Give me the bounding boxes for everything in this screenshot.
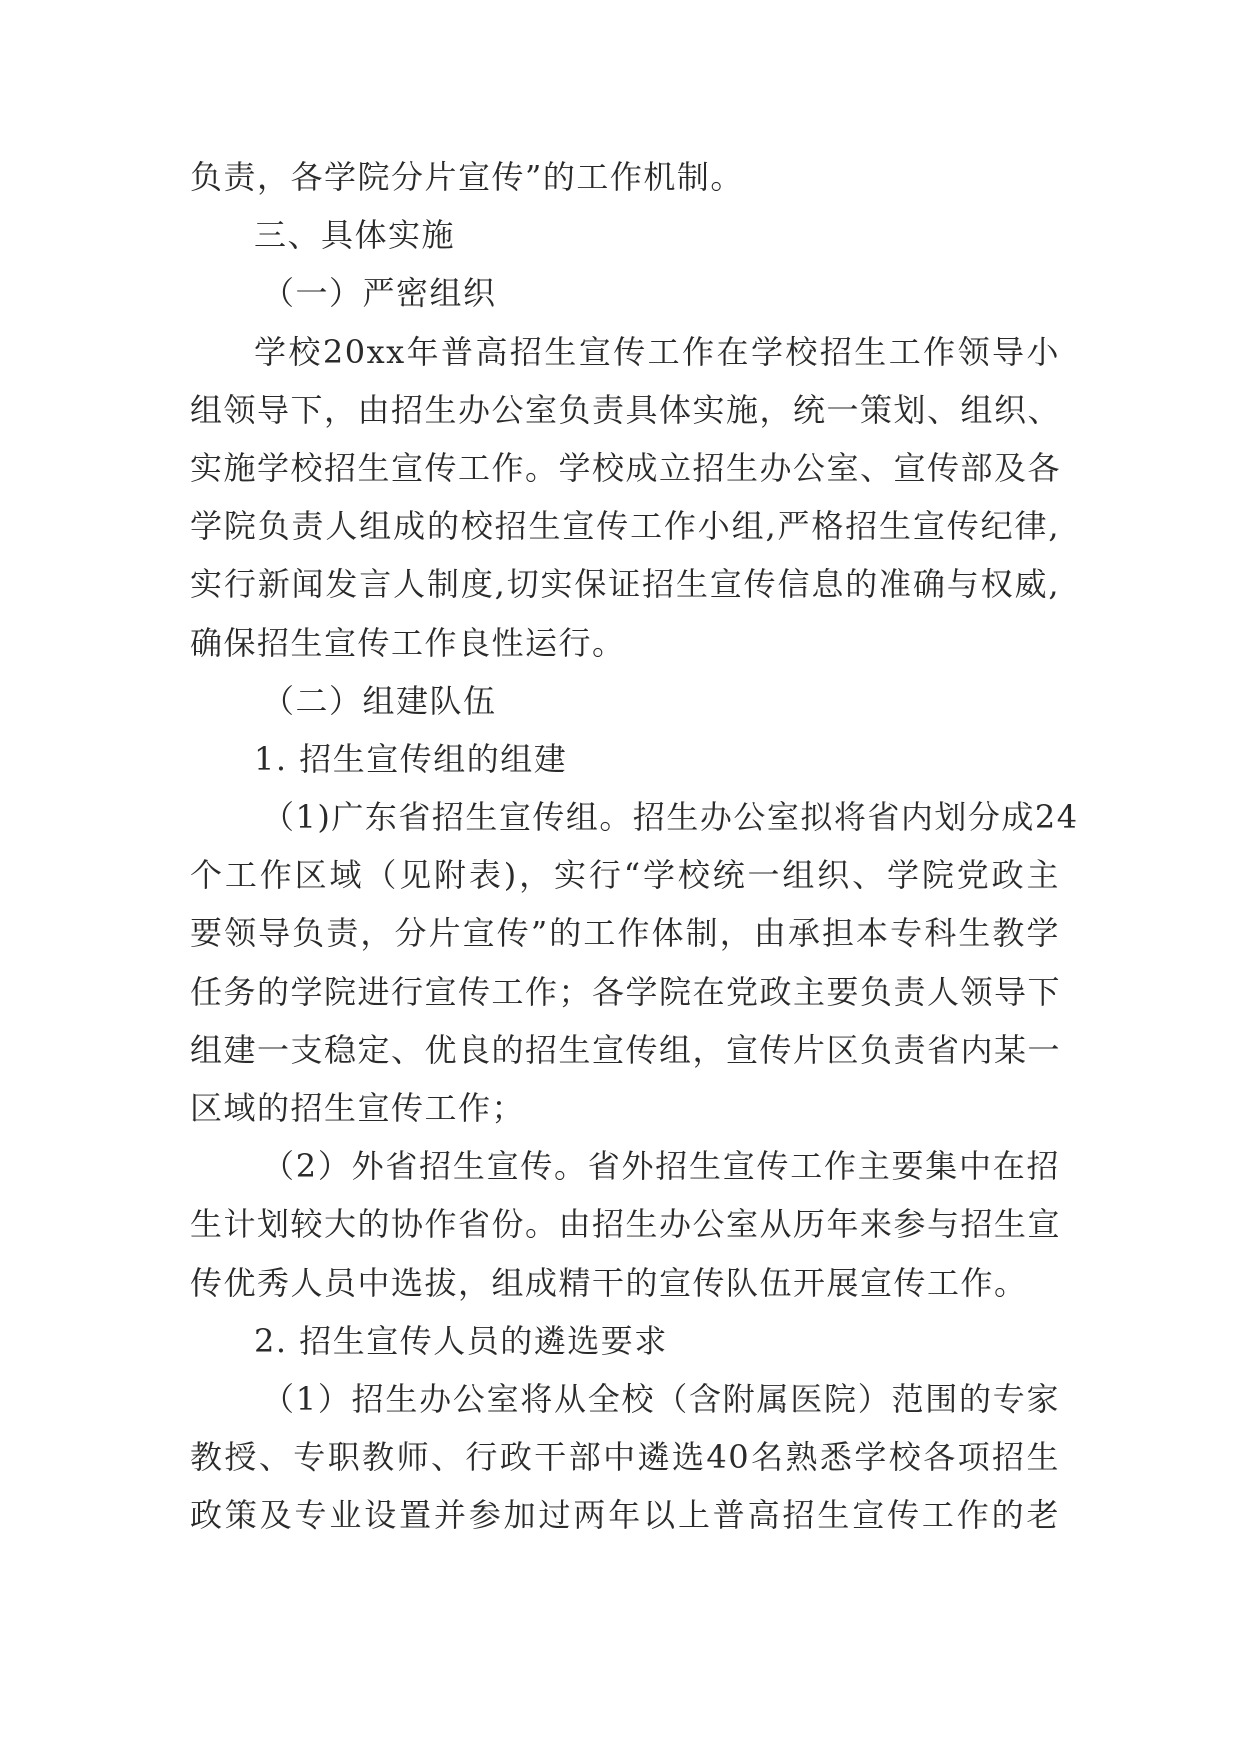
- paragraph-line: 负责，各学院分片宣传”的工作机制。: [190, 158, 744, 196]
- paragraph-line: 政策及专业设置并参加过两年以上普高招生宣传工作的老: [190, 1496, 1060, 1535]
- paragraph-line: 区域的招生宣传工作；: [190, 1089, 526, 1127]
- subsection-heading: 2. 招生宣传人员的遴选要求: [254, 1321, 668, 1360]
- paragraph-line: 学院负责人组成的校招生宣传工作小组,严格招生宣传纪律,: [190, 507, 1060, 546]
- section-heading: 三、具体实施: [254, 216, 456, 255]
- subsection-heading: （二）组建队伍: [262, 681, 497, 720]
- paragraph-line: 生计划较大的协作省份。由招生办公室从历年来参与招生宣: [190, 1205, 1062, 1244]
- paragraph-line: 实施学校招生宣传工作。学校成立招生办公室、宣传部及各: [190, 448, 1062, 487]
- paragraph-line: 实行新闻发言人制度,切实保证招生宣传信息的准确与权威,: [190, 565, 1060, 604]
- document-body: [190, 148, 1079, 1545]
- subsection-heading: 1. 招生宣传组的组建: [254, 739, 568, 778]
- paragraph-line: （1）招生办公室将从全校（含附属医院）范围的专家: [262, 1379, 1060, 1418]
- paragraph-line: 要领导负责，分片宣传”的工作体制，由承担本专科生教学: [190, 914, 1060, 953]
- paragraph-line: 组建一支稳定、优良的招生宣传组，宣传片区负责省内某一: [190, 1030, 1062, 1069]
- paragraph-line: 组领导下，由招生办公室负责具体实施，统一策划、组织、: [190, 390, 1062, 429]
- subsection-heading: （一）严密组织: [262, 274, 497, 313]
- paragraph-line: 教授、专职教师、行政干部中遴选40名熟悉学校各项招生: [190, 1438, 1060, 1477]
- paragraph-line: 任务的学院进行宣传工作；各学院在党政主要负责人领导下: [190, 972, 1062, 1011]
- paragraph-line: 确保招生宣传工作良性运行。: [190, 623, 626, 662]
- paragraph-line: （1)广东省招生宣传组。招生办公室拟将省内划分成24: [262, 798, 1079, 837]
- paragraph-line: 学校20xx年普高招生宣传工作在学校招生工作领导小: [254, 332, 1060, 371]
- paragraph-line: 传优秀人员中选拔，组成精干的宣传队伍开展宣传工作。: [190, 1263, 1028, 1302]
- paragraph-line: 个工作区域（见附表)，实行“学校统一组织、学院党政主: [190, 856, 1060, 895]
- paragraph-line: （2）外省招生宣传。省外招生宣传工作主要集中在招: [262, 1147, 1060, 1186]
